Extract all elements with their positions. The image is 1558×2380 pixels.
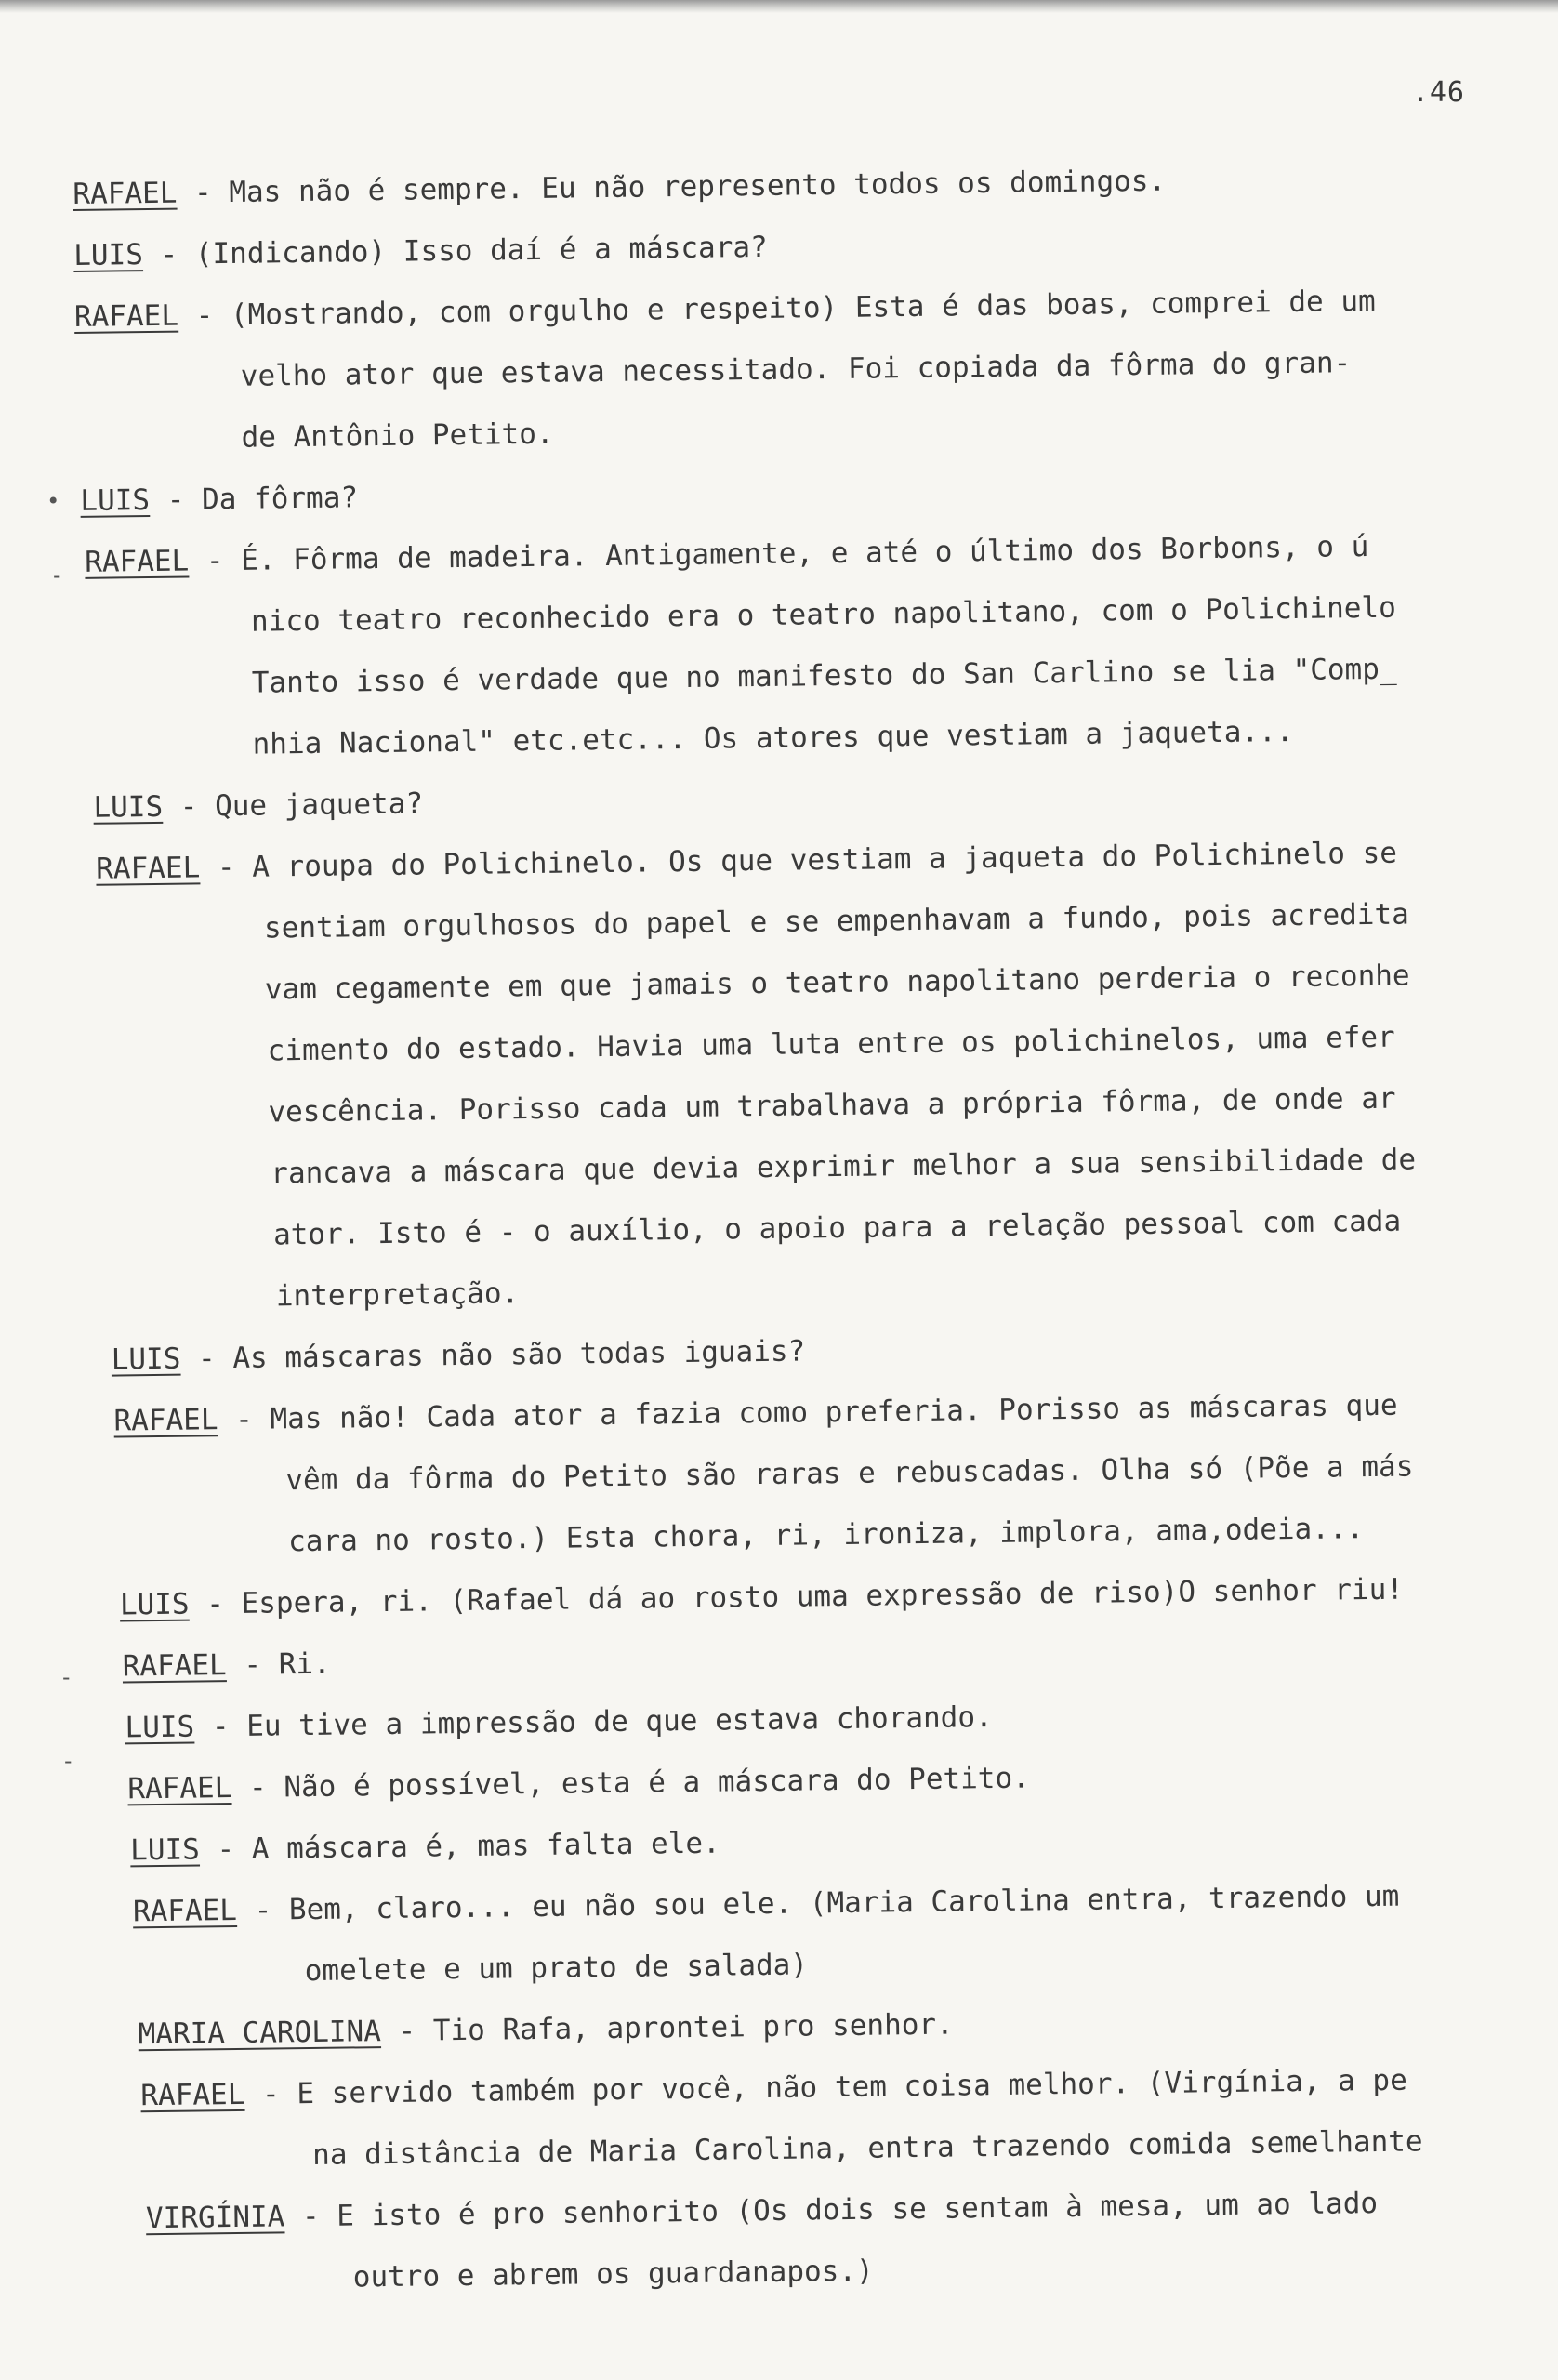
dialogue-continuation: vêm da fôrma do Petito são raras e rebuscadas. Olha só (Põe a más [285,1449,1414,1498]
dialogue-text: - (Mostrando, com orgulho e respeito) Esta é das boas, comprei de um [178,284,1376,333]
speaker-name: LUIS [119,1587,190,1622]
speaker-name: LUIS [93,789,164,825]
dialogue-continuation: nhia Nacional" etc.etc... Os atores que vestiam a jaqueta... [252,715,1294,761]
dialogue-continuation: omelete e um prato de salada) [304,1948,809,1989]
dialogue-text: - Eu tive a impressão de que estava chorando. [193,1700,993,1744]
dialogue-text: - As máscaras não são todas iguais? [180,1334,806,1376]
speaker-name: VIRGÍNIA [145,2200,285,2236]
dialogue-text: - Mas não! Cada ator a fazia como preferia. Porisso as máscaras que [218,1388,1398,1437]
dialogue-text: - A roupa do Polichinelo. Os que vestiam a jaqueta do Polichinelo se [200,836,1398,885]
dialogue-continuation: sentiam orgulhosos do papel e se empenhavam a fundo, pois acredita [263,897,1409,945]
dialogue-text: - A máscara é, mas falta ele. [199,1826,720,1867]
dialogue-continuation: rancava a máscara que devia exprimir melhor a sua sensibilidade de [271,1143,1417,1191]
speaker-name: LUIS [125,1710,195,1745]
speaker-name: RAFAEL [122,1648,227,1684]
dialogue-text: - (Indicando) Isso daí é a máscara? [142,230,768,272]
speaker-name: RAFAEL [132,1893,238,1929]
page-number: .46 [1411,76,1465,109]
speaker-name: RAFAEL [140,2077,245,2113]
dialogue-continuation: cara no rosto.) Esta chora, ri, ironiza, implora, ama,odeia... [287,1512,1365,1559]
dialogue-continuation: cimento do estado. Havia uma luta entre os polichinelos, uma efer [267,1020,1395,1068]
dialogue-continuation: vam cegamente em que jamais o teatro napolitano perderia o reconhe [264,959,1410,1007]
dialogue-text: - Bem, claro... eu não sou ele. (Maria Carolina entra, trazendo um [236,1879,1400,1927]
dialogue-continuation: ator. Isto é - o auxílio, o apoio para a relação pessoal com cada [272,1204,1402,1252]
speaker-name: LUIS [73,238,144,272]
dialogue-text: - Não é possível, esta é a máscara do Petito. [231,1761,1031,1805]
dialogue-continuation: de Antônio Petito. [241,416,554,455]
dialogue-text: - Tio Rafa, aprontei pro senhor. [380,2007,954,2049]
dialogue-continuation: outro e abrem os guardanapos.) [352,2254,874,2294]
margin-mark: • [46,488,60,514]
dialogue-continuation: na distância de Maria Carolina, entra trazendo comida semelhante [311,2124,1423,2173]
scan-edge-shadow [0,0,1558,13]
margin-mark: - [59,1664,73,1690]
dialogue-continuation: vescência. Porisso cada um trabalhava a própria fôrma, de onde ar [268,1081,1396,1130]
speaker-name: RAFAEL [113,1403,218,1438]
speaker-name: LUIS [111,1342,181,1377]
speaker-name: LUIS [129,1832,201,1868]
speaker-name: RAFAEL [85,544,190,579]
dialogue-continuation: Tanto isso é verdade que no manifesto do San Carlino se lia "Comp_ [251,652,1397,700]
dialogue-text: - E servido também por você, não tem coisa melhor. (Virgínia, a pe [244,2063,1407,2111]
dialogue-continuation: interpretação. [275,1276,520,1314]
dialogue-text: - E isto é pro senhorito (Os dois se sentam à mesa, um ao lado [284,2187,1379,2234]
dialogue-text: - Mas não é sempre. Eu não represento todos os domingos. [177,164,1167,210]
dialogue-text: - Ri. [226,1646,331,1683]
dialogue-continuation: velho ator que estava necessitado. Foi copiada da fôrma do gran- [240,346,1352,393]
dialogue-text: - Da fôrma? [149,481,359,518]
dialogue-continuation: nico teatro reconhecido era o teatro napolitano, com o Polichinelo [250,590,1396,639]
speaker-name: LUIS [80,483,151,518]
margin-mark: - [61,1748,75,1774]
script-text [73,146,1549,2311]
speaker-name: RAFAEL [73,298,179,334]
dialogue-text: - Que jaqueta? [162,787,424,824]
speaker-name: MARIA CAROLINA [138,2015,382,2052]
dialogue-text: - Espera, ri. (Rafael dá ao rosto uma expressão de riso)O senhor riu! [189,1572,1405,1621]
speaker-name: RAFAEL [96,851,201,886]
speaker-name: RAFAEL [127,1771,232,1806]
margin-mark: - [50,562,64,588]
dialogue-text: - É. Fôrma de madeira. Antigamente, e até o último dos Borbons, o ú [188,529,1369,578]
speaker-name: RAFAEL [73,176,178,211]
